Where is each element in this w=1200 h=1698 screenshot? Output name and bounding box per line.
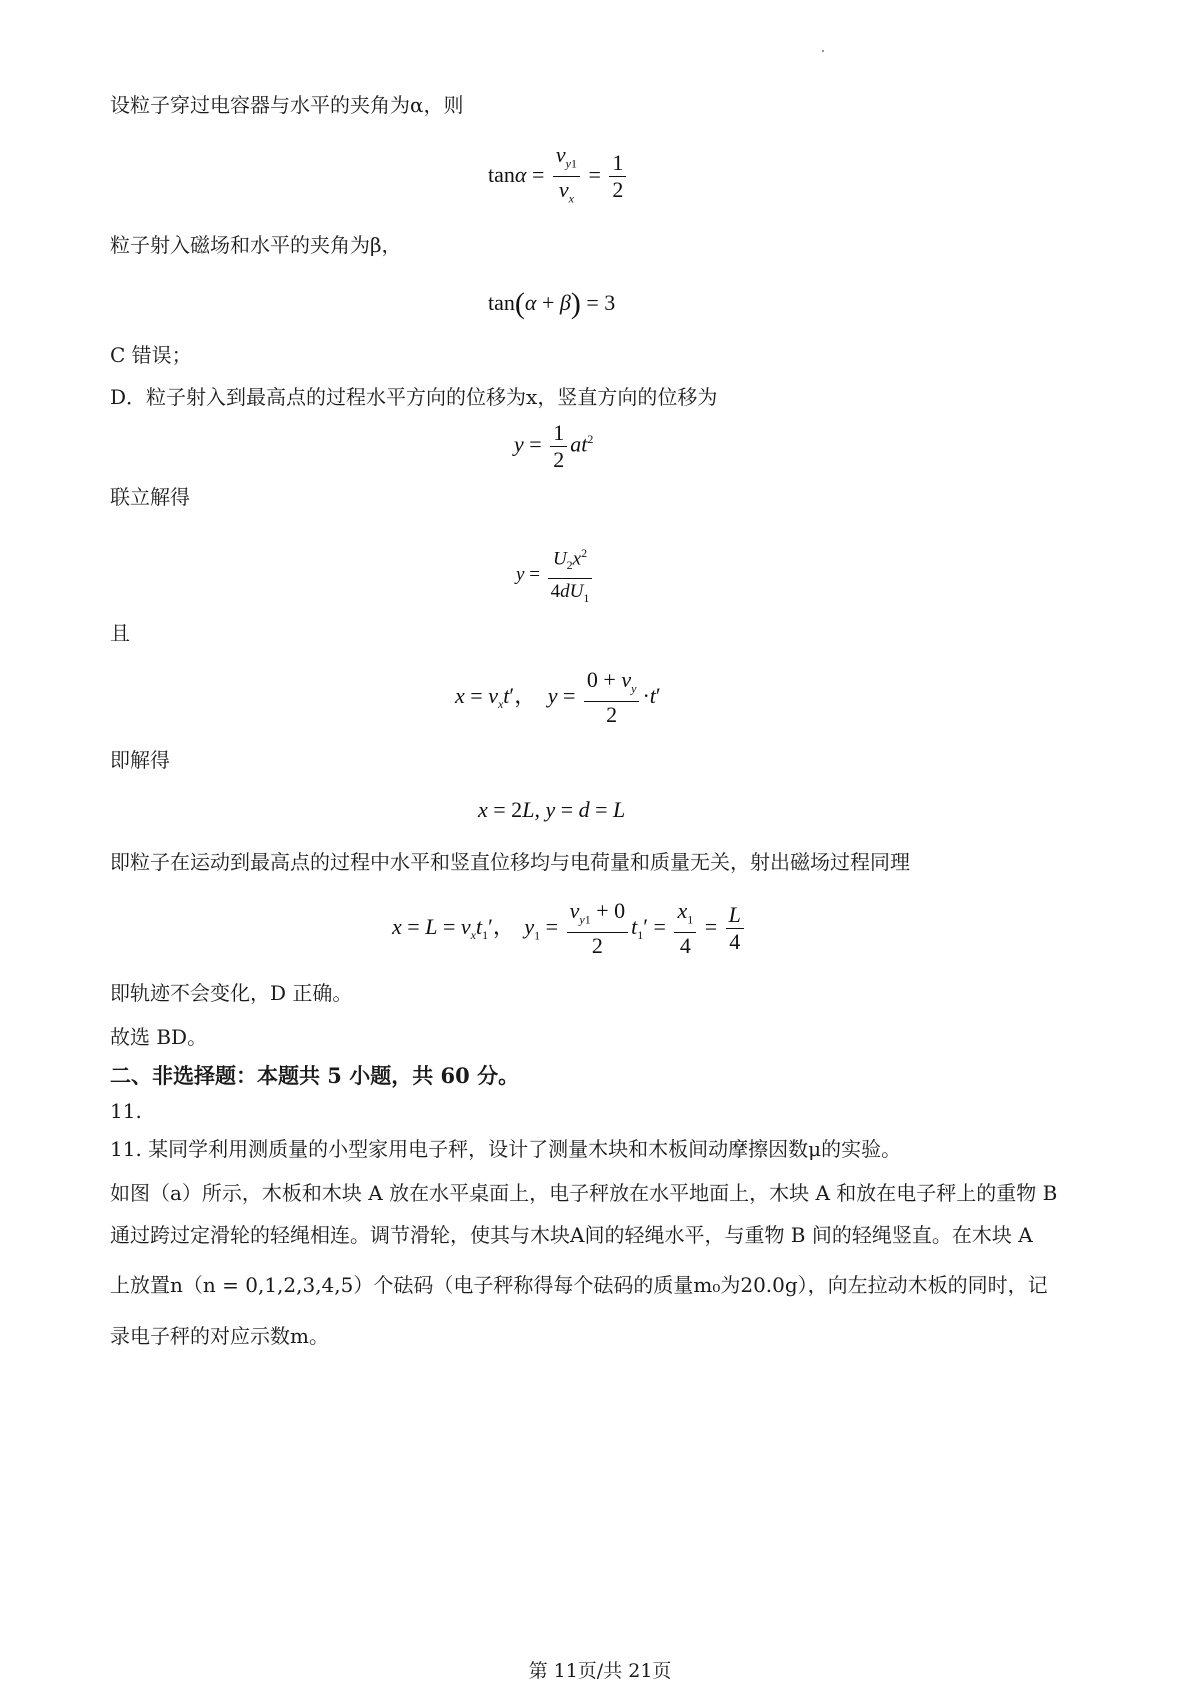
equation-x-2l: x = 2L, y = d = L <box>478 797 626 822</box>
equation-x-vxt-y: $x = v_xt'$， y = $\frac{0 + v_y}{2}$ ·t′ <box>455 667 661 728</box>
equation-tan-alpha: tanα = $\frac{v_{y1}}{v_x}$ = $\frac{1}{2}$ <box>488 142 629 212</box>
text-line-1: 设粒子穿过电容器与水平的夹角为α，则 <box>110 93 464 117</box>
equation-y-half-at2: y = $\frac{1}{2}$ $at^2$ <box>514 420 594 472</box>
question-11-intro: 11. 某同学利用测质量的小型家用电子秤，设计了测量木块和木板间动摩擦因数μ的实验。 <box>110 1137 902 1161</box>
question-11-line-4: 录电子秤的对应示数m。 <box>110 1324 329 1348</box>
section-heading: 二、非选择题：本题共 5 小题，共 60 分。 <box>110 1063 520 1088</box>
text-line-3: C 错误； <box>110 343 192 367</box>
equation-x-l-vx-t1: $x = L = v_xt_1'$， $y_1$ = $\frac{v_{y1} + 0}{2}$ $t_1'$ = $\frac{x_1}{4}$ = $\frac{L}{4}$ <box>392 898 747 959</box>
question-11-line-3: 上放置n（n = 0,1,2,3,4,5）个砝码（电子秤称得每个砝码的质量m₀为20.0g），向左拉动木板的同时，记 <box>110 1273 1048 1297</box>
page-footer: 第 11页/共 21页 <box>528 1660 672 1682</box>
text-line-8: 即粒子在运动到最高点的过程中水平和竖直位移均与电荷量和质量无关，射出磁场过程同理 <box>110 850 910 874</box>
text-line-5: 联立解得 <box>110 485 190 509</box>
question-number: 11. <box>110 1099 142 1123</box>
text-line-10: 故选 BD。 <box>110 1025 208 1049</box>
question-11-line-1: 如图（a）所示，木板和木块 A 放在水平桌面上，电子秤放在水平地面上，木块 A 和放在电子秤上的重物 B <box>110 1181 1058 1205</box>
equation-tan-alpha-beta: tan(α + β) = 3 <box>488 287 616 320</box>
text-line-2: 粒子射入磁场和水平的夹角为β， <box>110 233 402 257</box>
text-line-4: D．粒子射入到最高点的过程水平方向的位移为x，竖直方向的位移为 <box>110 385 718 409</box>
question-11-line-2: 通过跨过定滑轮的轻绳相连。调节滑轮，使其与木块A间的轻绳水平，与重物 B 间的轻绳竖直。在木块 A <box>110 1223 1033 1247</box>
text-line-7: 即解得 <box>110 748 170 772</box>
scan-speck <box>822 50 824 52</box>
text-line-6: 且 <box>110 621 130 645</box>
text-line-9: 即轨迹不会变化，D 正确。 <box>110 981 353 1005</box>
equation-y-u2x2: y = $\frac{U_2x^2}{4dU_1}$ <box>516 540 595 611</box>
